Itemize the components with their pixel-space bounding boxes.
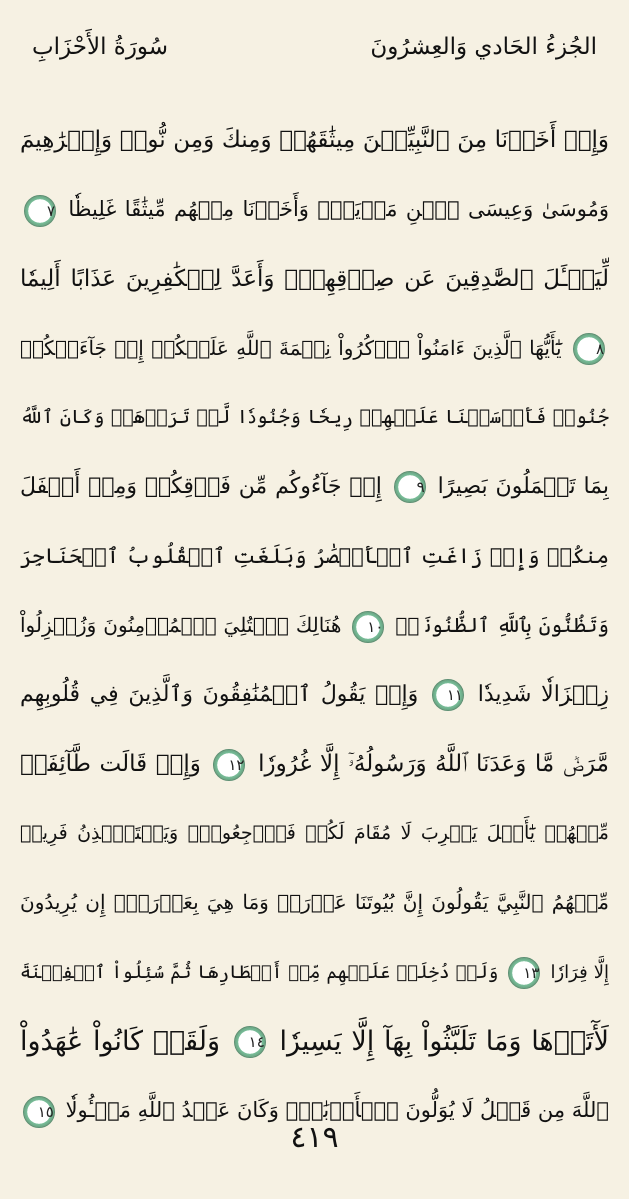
ayah-number-marker: ١٠ (352, 611, 384, 643)
verse-text: وَإِذۡ يَقُولُ ٱلۡمُنَٰفِقُونَ وَٱلَّذِينَ فِي قُلُوبِهِم (20, 682, 419, 708)
ayah-number-marker: ١٥ (23, 1096, 55, 1128)
ayah-number-marker: ١٢ (213, 749, 245, 781)
verse-text: مِنكُمۡ وَإِذۡ زَاغَتِ ٱلۡأَبۡصَٰرُ وَبَلَغَتِ ٱلۡقُلُوبُ ٱلۡحَنَاجِرَ (20, 543, 609, 568)
verse-text: مِّنۡهُمۡ يَٰٓأَهۡلَ يَثۡرِبَ لَا مُقَامَ لَكُمۡ فَٱرۡجِعُواْۚ وَيَسۡتَـٔۡذِنُ فَرِيقٞ (20, 821, 609, 844)
text-line (20, 314, 609, 383)
verse-text: وَلَوۡ دُخِلَتۡ عَلَيۡهِم مِّنۡ أَقۡطَارِهَا ثُمَّ سُئِلُواْ ٱلۡفِتۡنَةَ (20, 961, 499, 983)
verse-text: إِذۡ جَآءُوكُم مِّن فَوۡقِكُمۡ وَمِنۡ أَسۡفَلَ (20, 474, 382, 500)
ayah-number-marker: ١٣ (508, 957, 540, 989)
text-line (20, 799, 609, 868)
verse-text: هُنَالِكَ ٱبۡتُلِيَ ٱلۡمُؤۡمِنُونَ وَزُلۡزِلُواْ (20, 613, 342, 638)
verse-text: مَّرَضٞ مَّا وَعَدَنَا ٱللَّهُ وَرَسُولُهُۥٓ إِلَّا غُرُورٗا (258, 750, 609, 777)
verse-text: وَإِذۡ قَالَت طَّآئِفَةٞ (20, 750, 201, 777)
text-line (20, 730, 609, 799)
page-number: ٤١٩ (290, 1120, 339, 1155)
ayah-number-marker: ٩ (394, 471, 426, 503)
verse-text: ٱللَّهَ مِن قَبۡلُ لَا يُوَلُّونَ ٱلۡأَدۡبَٰرَۚ وَكَانَ عَهۡدُ ٱللَّهِ مَسۡـُٔولٗا (65, 1098, 609, 1123)
text-line (20, 106, 609, 175)
text-line (20, 452, 609, 521)
verse-text: وَإِذۡ أَخَذۡنَا مِنَ ٱلنَّبِيِّـۧنَ مِيثَٰقَهُمۡ وَمِنكَ وَمِن نُّوحٖ وَإِبۡرَٰهِيمَ (20, 127, 609, 153)
verse-text: وَلَقَدۡ كَانُواْ عَٰهَدُواْ (20, 1025, 221, 1057)
verse-text: جُنُودٞ فَأَرۡسَلۡنَا عَلَيۡهِمۡ رِيحٗا وَجُنُودٗا لَّمۡ تَرَوۡهَاۚ وَكَانَ ٱللَّهُ (20, 406, 609, 429)
text-line (20, 522, 609, 591)
quran-text-block (20, 106, 609, 1145)
surah-title: سُورَةُ الأَحْزَابِ (32, 34, 169, 60)
verse-text: زِلۡزَالٗا شَدِيدٗا (477, 682, 609, 708)
verse-text: لِّيَسۡـَٔلَ ٱلصَّٰدِقِينَ عَن صِدۡقِهِمۡۚ وَأَعَدَّ لِلۡكَٰفِرِينَ عَذَابًا أَلِيمٗا (20, 265, 609, 292)
text-line (20, 1007, 609, 1076)
juz-title: الجُزءُ الحَادي وَالعِشرُونَ (370, 34, 597, 60)
verse-text: بِمَا تَعۡمَلُونَ بَصِيرًا (437, 474, 609, 500)
text-line (20, 245, 609, 314)
verse-text: وَمُوسَىٰ وَعِيسَى ٱبۡنِ مَرۡيَمَۖ وَأَخَذۡنَا مِنۡهُم مِّيثَٰقًا غَلِيظٗا (68, 197, 609, 222)
text-line (20, 938, 609, 1007)
ayah-number-marker: ١٤ (234, 1026, 266, 1058)
text-line (20, 868, 609, 937)
verse-text: يَٰٓأَيُّهَا ٱلَّذِينَ ءَامَنُواْ ٱذۡكُرُواْ نِعۡمَةَ ٱللَّهِ عَلَيۡكُمۡ إِذۡ جَآءَتۡكُمۡ (20, 335, 562, 360)
verse-text: وَتَظُنُّونَ بِٱللَّهِ ٱلظُّنُونَا۠ (395, 613, 609, 638)
ayah-number-marker: ١١ (432, 679, 464, 711)
text-line (20, 660, 609, 729)
verse-text: لَأٓتَوۡهَا وَمَا تَلَبَّثُواْ بِهَآ إِلَّا يَسِيرٗا (279, 1025, 609, 1057)
verse-text: مِّنۡهُمُ ٱلنَّبِيَّ يَقُولُونَ إِنَّ بُيُوتَنَا عَوۡرَةٞ وَمَا هِيَ بِعَوۡرَةٍۖ إِن يُرِيدُونَ (20, 890, 609, 915)
text-line (20, 591, 609, 660)
text-line (20, 175, 609, 244)
page-header (0, 0, 629, 95)
text-line (20, 383, 609, 452)
verse-text: إِلَّا فِرَارٗا (550, 961, 609, 983)
ayah-number-marker: ٨ (573, 333, 605, 365)
ayah-number-marker: ٧ (24, 195, 56, 227)
